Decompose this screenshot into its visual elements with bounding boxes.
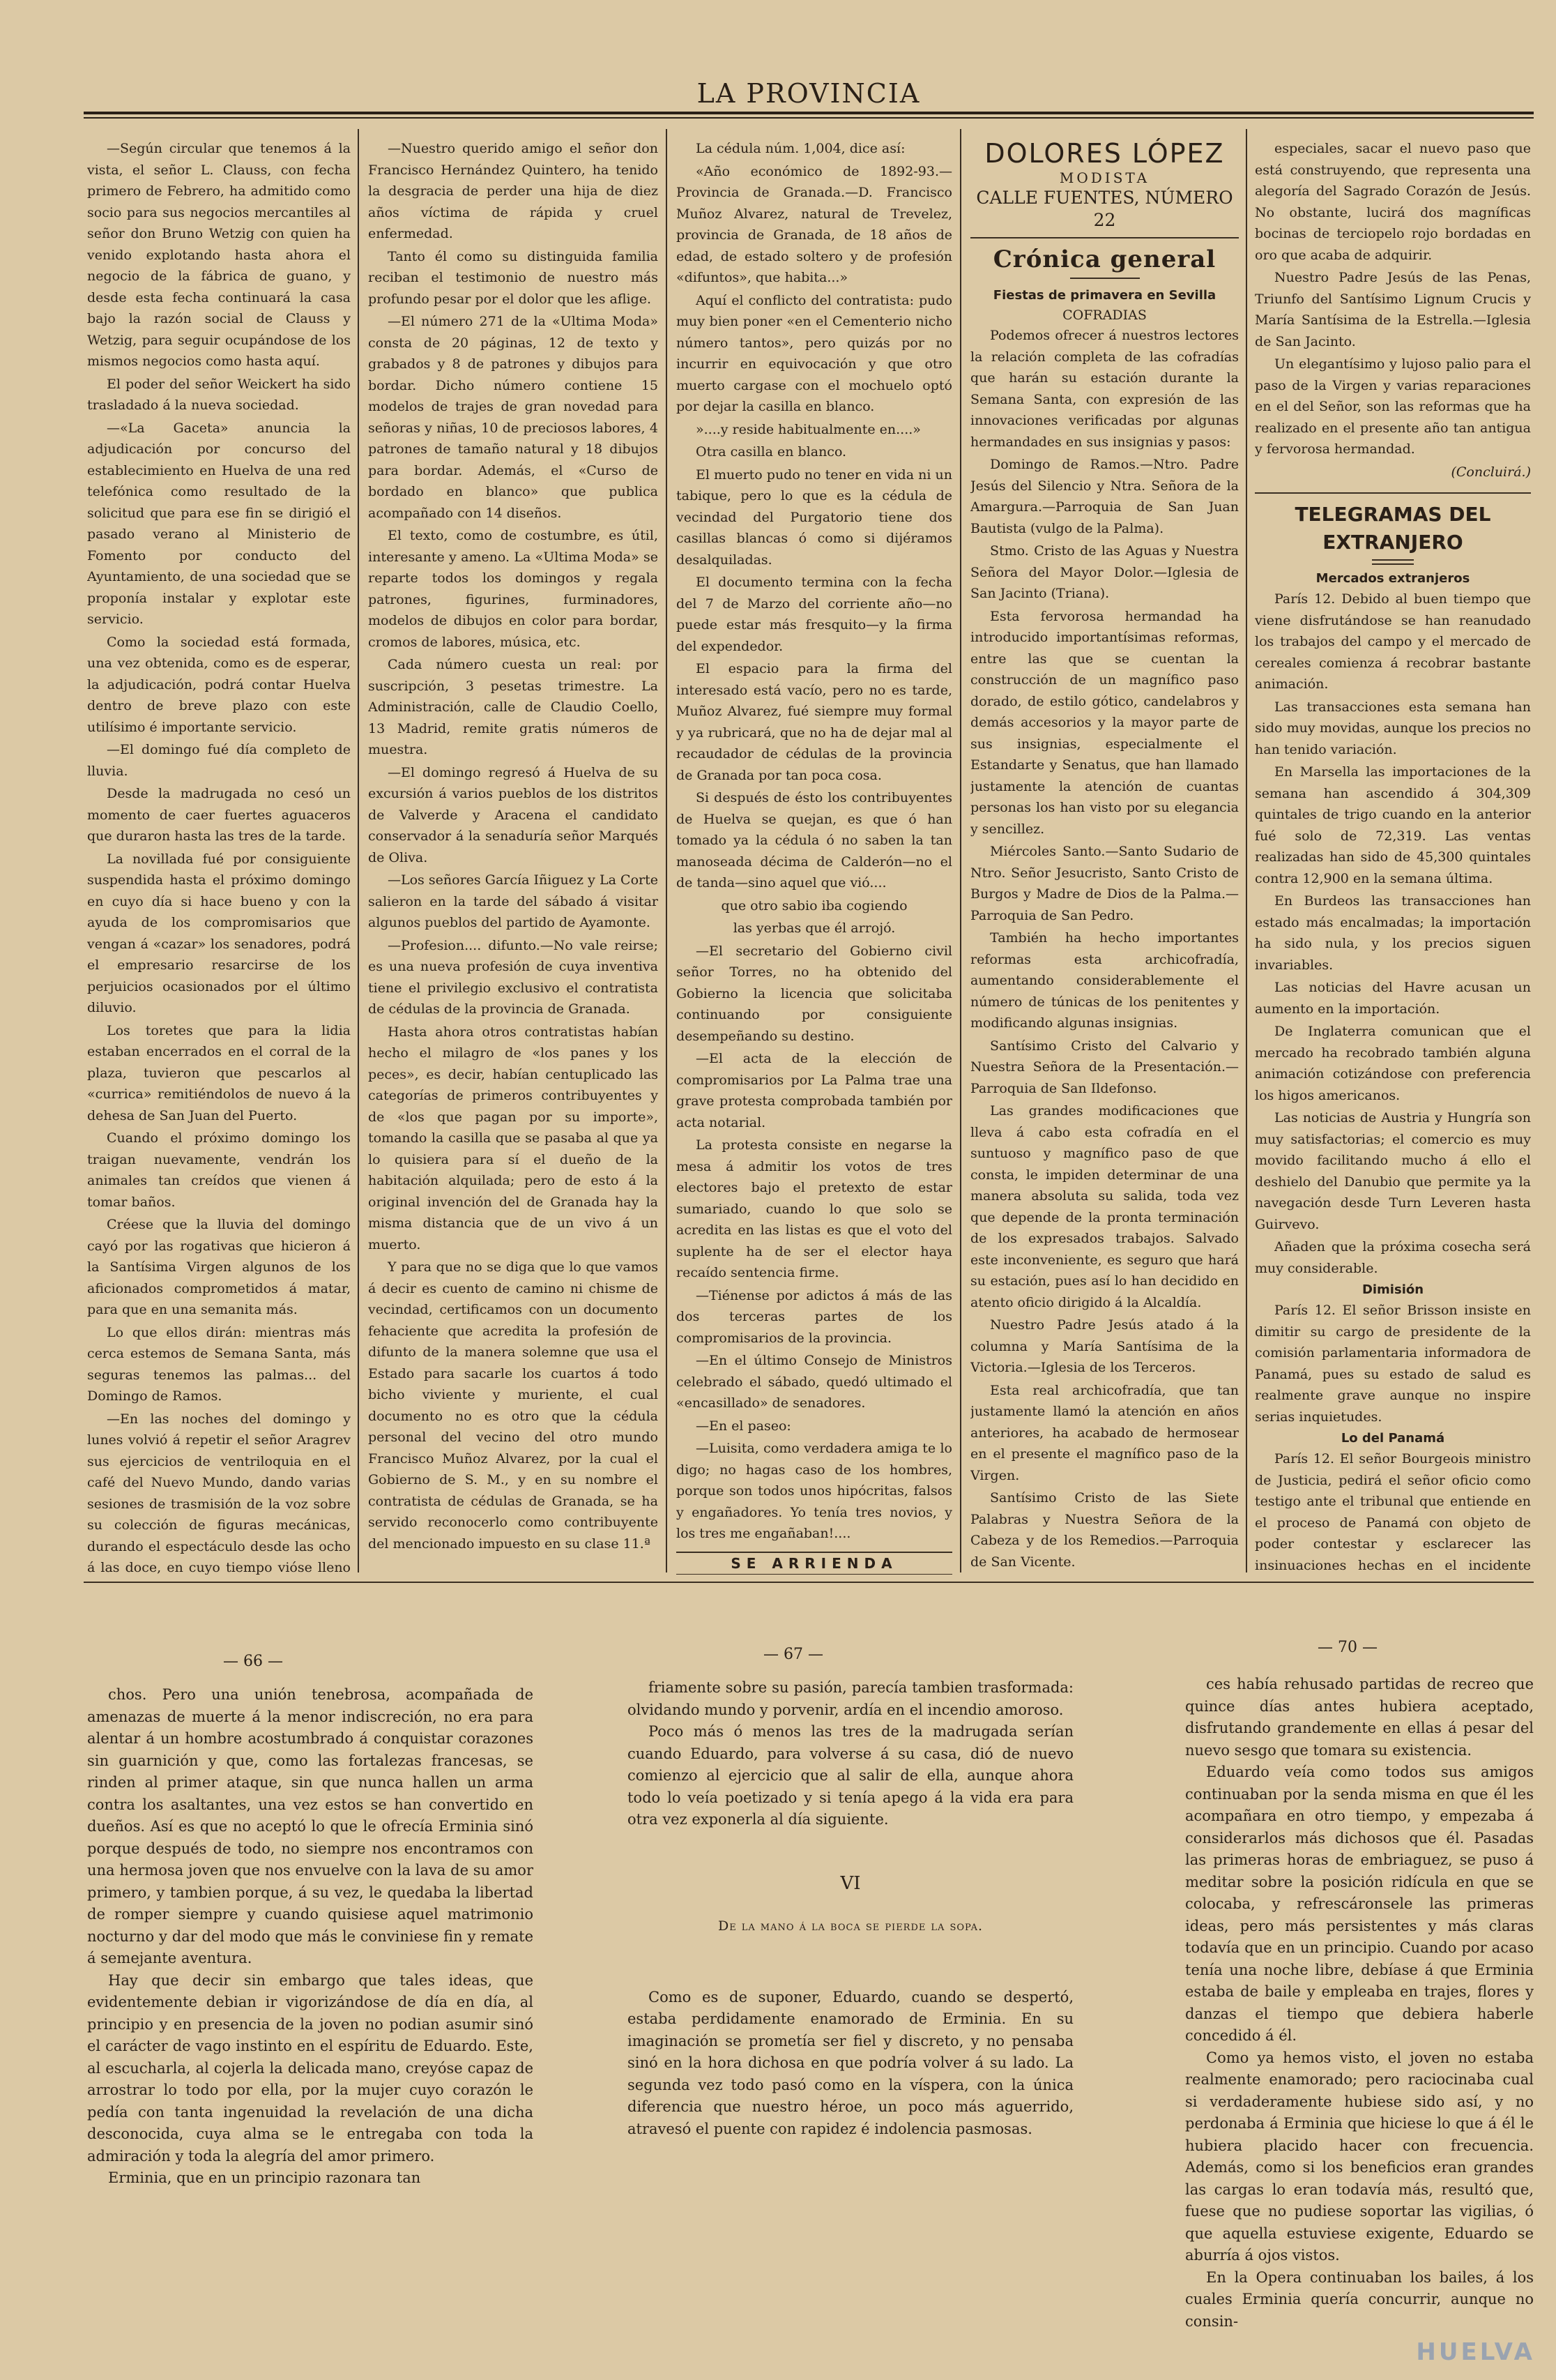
- news-paragraph: »....y reside habitualmente en....»: [696, 421, 921, 437]
- section-rule: [1255, 492, 1531, 494]
- page-number-70: — 70 —: [1318, 1639, 1378, 1656]
- ad-rule: [970, 237, 1239, 238]
- news-paragraph: Si después de ésto los contribuyentes de Huelva se quejan, es que ó han tomado ya la cédula ó no saben la tan manoseada décima de Calderón—no el de tanda—sino aquel que vió....: [676, 790, 952, 890]
- news-paragraph: El poder del señor Weickert ha sido trasladado á la nueva sociedad.: [87, 376, 351, 413]
- news-paragraph: El espacio para la firma del interesado está vacío, pero no es tarde, Muñoz Alvarez, fué siempre muy formal y ya rubricará, que no ha de dejar mal al recaudador de cédulas de la provincia de Granada por tan poca cosa.: [676, 661, 952, 783]
- cronica-paragraph: Podemos ofrecer á nuestros lectores la relación completa de las cofradías que harán su estación durante la Semana Santa, con expresión de las innovaciones verificadas por algunas hermandades en sus insignias y pasos:: [970, 328, 1239, 450]
- news-paragraph: Otra casilla en blanco.: [696, 444, 847, 460]
- column-divider: [666, 129, 667, 1572]
- telegram-paragraph: En Burdeos las transacciones han estado más encalmadas; la importación ha sido nula, y los precios siguen invariables.: [1255, 893, 1531, 973]
- dimision-text: París 12. El señor Brisson insiste en dimitir su cargo de presidente de la comisión parlamentaria informadora de Panamá, pues su estado de salud es realmente grave aunque no inspire serias inquietudes.: [1255, 1303, 1531, 1425]
- cronica-paragraph: Miércoles Santo.—Santo Sudario de Ntro. Señor Jesucristo, Santo Cristo de Burgos y Madre de Dios de la Palma.—Parroquia de San Pedro.: [970, 844, 1239, 923]
- news-paragraph: Y para que no se diga que lo que vamos á decir es cuento de camino ni chisme de vecindad, certificamos con un documento fehaciente que acredita la profesión de difunto de la manera solemne que usa el Estado para sacarle los cuartos á todo bicho viviente y muriente, el cual documento no es otro que la cédula personal del vecino del otro mundo Francisco Muñoz Alvarez, por la cual el Gobierno de S. M., y en su nombre el contratista de cédulas de Granada, se ha servido reconocerlo como contribuyente del mencionado impuesto en su clase 11.ª: [368, 1259, 658, 1552]
- news-paragraph: Aquí el conflicto del contratista: pudo muy bien poner «en el Cementerio nicho número tantos», pero quizás por no incurrir en equivocación y que otro muerto cargase con el mochuelo optó por dejar la casilla en blanco.: [676, 292, 952, 414]
- news-paragraph: El muerto pudo no tener en vida ni un tabique, pero lo que es la cédula de vecindad del Purgatorio tiene dos casillas blancas ó como si dijéramos desalquiladas.: [676, 467, 952, 568]
- cronica-section: COFRADIAS: [1062, 308, 1147, 323]
- se-arrienda-heading: SE ARRIENDA: [676, 1552, 952, 1575]
- cronica-paragraph: Stmo. Cristo de las Aguas y Nuestra Señora del Mayor Dolor.—Iglesia de San Jacinto (Triana).: [970, 543, 1239, 601]
- news-paragraph: Cada número cuesta un real: por suscripción, 3 pesetas trimestre. La Administración, calle de Claudio Coello, 13 Madrid, remite gratis números de muestra.: [368, 657, 658, 757]
- column-3: [676, 138, 952, 1575]
- novel-paragraph: friamente sobre su pasión, parecía tambien trasformada: olvidando mundo y porvenir, ardía en el incendio amoroso.: [627, 1679, 1074, 1718]
- news-paragraph: —Los señores García Iñiguez y La Corte salieron en la tarde del sábado á visitar algunos pueblos del partido de Ayamonte.: [368, 872, 658, 930]
- ad-address: CALLE FUENTES, NÚMERO 22: [976, 188, 1233, 230]
- novel-paragraph: En la Opera continuaban los bailes, á los cuales Erminia quería concurrir, aunque no consin-: [1185, 2268, 1534, 2330]
- cronica-paragraph: Un elegantísimo y lujoso palio para el paso de la Virgen y varias reparaciones en el del Señor, son las reformas que ha realizado en el presente año tan antigua y fervorosa hermandad.: [1255, 356, 1531, 457]
- section-divider: [84, 1582, 1534, 1583]
- news-paragraph: —En las noches del domingo y lunes volvió á repetir el señor Aragrev sus ejercicios de ventriloquia en el café del Nuevo Mundo, dando varias sesiones de trasmisión de la voz sobre su colección de figuras mecánicas, durando el espectáculo desde las ocho á las doce, en cuyo tiempo vióse lleno: [87, 1411, 351, 1575]
- cronica-paragraph: Esta fervorosa hermandad ha introducido importantísimas reformas, entre las que se cuentan la construcción de un magnífico paso dorado, de estilo gótico, candelabros y demás accesorios y la mayor parte de sus insignias, especialmente el Estandarte y Senatus, que han llamado justamente la atención de cuantas personas los han visto por su elegancia y sencillez.: [970, 608, 1239, 837]
- ad-profession: MODISTA: [1059, 169, 1150, 186]
- news-paragraph: La protesta consiste en negarse la mesa á admitir los votos de tres electores bajo el pretexto de estar sumariado, cuando lo que solo se acredita en las listas es que el voto del suplente ha de ser el elector haya recaído sentencia firme.: [676, 1137, 952, 1280]
- cronica-paragraph: Las grandes modificaciones que lleva á cabo esta cofradía en el suntuoso y magnífico paso de que consta, le impiden determinar de una manera absoluta su salida, toda vez que depende de la pronta terminación de los expresados trabajos. Salvado este inconveniente, es seguro que hará su estación, pues así lo han decidido en atento oficio dirigido á la Alcaldía.: [970, 1103, 1239, 1310]
- telegramas-subtitle: Mercados extranjeros: [1315, 571, 1470, 586]
- news-paragraph: Cuando el próximo domingo los traigan nuevamente, vendrán los animales tan creídos que vienen á tomar baños.: [87, 1130, 351, 1210]
- cronica-title: Crónica general: [993, 245, 1216, 273]
- dimision-title: Dimisión: [1362, 1282, 1424, 1297]
- news-paragraph: El documento termina con la fecha del 7 de Marzo del corriente año—no puede estar más fresquito—y la firma del expendedor.: [676, 575, 952, 654]
- chapter-title: De la mano á la boca se pierde la sopa.: [717, 1918, 984, 1934]
- telegram-paragraph: Las noticias de Austria y Hungría son muy satisfactorias; el comercio es muy movido facilitando mucho á ello el deshielo del Danubio que permite ya la navegación desde Turn Leveren hasta Guirvevo.: [1255, 1110, 1531, 1232]
- news-paragraph: Como la sociedad está formada, una vez obtenida, como es de esperar, la adjudicación, podrá contar Huelva dentro de breve plazo con este utilísimo é importante servicio.: [87, 634, 351, 735]
- cronica-paragraph: Santísimo Cristo del Calvario y Nuestra Señora de la Presentación.—Parroquia de San Ildefonso.: [970, 1038, 1239, 1096]
- news-paragraph: «Año económico de 1892-93.—Provincia de Granada.—D. Francisco Muñoz Alvarez, natural de Trevelez, provincia de Granada, de 18 años de edad, de estado soltero y de profesión «difuntos», que habita...»: [676, 163, 952, 285]
- folletin-middle-column: [627, 1677, 1074, 2340]
- page-number-66: — 66 —: [223, 1653, 283, 1670]
- news-paragraph: La novillada fué por consiguiente suspendida hasta el próximo domingo en cuyo día si hace bueno y con la ayuda de los compromisarios que vengan á «cazar» los senadores, podrá el empresario resarcirse de los perjuicios ocasionados por el último diluvio.: [87, 851, 351, 1015]
- news-paragraph: las yerbas que él arrojó.: [733, 920, 896, 936]
- masthead-rule-thin: [84, 117, 1534, 119]
- column-divider: [1246, 129, 1247, 1572]
- news-paragraph: La cédula núm. 1,004, dice así:: [696, 141, 906, 156]
- news-paragraph: —Tiénense por adictos á más de las dos terceras partes de los compromisarios de la provincia.: [676, 1287, 952, 1346]
- news-paragraph: Los toretes que para la lidia estaban encerrados en el corral de la plaza, tuvieron que pescarlos al «currica» remitiéndolos de nuevo á la dehesa de San Juan del Puerto.: [87, 1022, 351, 1123]
- telegram-paragraph: En Marsella las importaciones de la semana han ascendido á 304,309 quintales de trigo cuando en la anterior fué solo de 72,319. Las ventas realizadas han sido de 45,300 quintales contra 12,900 en la semana última.: [1255, 764, 1531, 886]
- telegram-paragraph: Las noticias del Havre acusan un aumento en la importación.: [1255, 980, 1531, 1017]
- cronica-paragraph: También ha hecho importantes reformas esta archicofradía, aumentando considerablemente el número de túnicas de los penitentes y modificando algunas insignias.: [970, 930, 1239, 1031]
- cronica-subtitle: Fiestas de primavera en Sevilla: [993, 288, 1216, 303]
- cronica-paragraph: especiales, sacar el nuevo paso que está construyendo, que representa una alegoría del Sagrado Corazón de Jesús. No obstante, lucirá dos magníficas bocinas de terciopelo rojo bordadas en oro que acaba de adquirir.: [1255, 141, 1531, 263]
- news-paragraph: Lo que ellos dirán: mientras más cerca estemos de Semana Santa, más seguras tenemos las palmas... del Domingo de Ramos.: [87, 1324, 351, 1404]
- telegram-paragraph: París 12. Debido al buen tiempo que viene disfrutándose se han reanudado los trabajos del campo y el mercado de cereales comienza á recobrar bastante animación.: [1255, 591, 1531, 692]
- cronica-paragraph: Esta real archicofradía, que tan justamente llamó la atención en años anteriores, ha acabado de hermosear en el presente el magnífico paso de la Virgen.: [970, 1382, 1239, 1483]
- news-paragraph: —Nuestro querido amigo el señor don Francisco Hernández Quintero, ha tenido la desgracia de perder una hija de diez años víctima de rápida y cruel enfermedad.: [368, 141, 658, 241]
- cronica-paragraph: Nuestro Padre Jesús atado á la columna y María Santísima de la Victoria.—Iglesia de los Terceros.: [970, 1317, 1239, 1375]
- telegram-paragraph: De Inglaterra comunican que el mercado ha recobrado también alguna animación cotizándose con preferencia los higos americanos.: [1255, 1024, 1531, 1103]
- column-5: [1255, 138, 1531, 1575]
- news-paragraph: —En el paseo:: [696, 1418, 791, 1434]
- cronica-paragraph: Santísimo Cristo de las Siete Palabras y Nuestra Señora de la Cabeza y de los Remedios.—Parroquia de San Vicente.: [970, 1490, 1239, 1570]
- cronica-paragraph: Domingo de Ramos.—Ntro. Padre Jesús del Silencio y Ntra. Señora de la Amargura.—Parroquia de San Juan Bautista (vulgo de la Palma).: [970, 457, 1239, 536]
- novel-paragraph: ces había rehusado partidas de recreo que quince días antes hubiera aceptado, disfrutando grandemente en ellas á pesar del nuevo sesgo que tomara su existencia.: [1185, 1676, 1534, 1759]
- news-paragraph: —Luisita, como verdadera amiga te lo digo; no hagas caso de los hombres, porque son todos unos hipócritas, falsos y engañadores. Yo tenía tres novios, y los tres me engañaban!....: [676, 1441, 952, 1541]
- archive-watermark-logo: HUELVA: [1416, 2338, 1535, 2366]
- news-paragraph: Tanto él como su distinguida familia reciban el testimonio de nuestro más profundo pesar por el dolor que les aflige.: [368, 248, 658, 307]
- novel-paragraph: Poco más ó menos las tres de la madrugada serían cuando Eduardo, para volverse á su casa, dió de nuevo comienzo al ejercicio que al salir de ella, aunque ahora todo lo veía poetizado y si tenía apego á la vida era para otra vez exponerla al día siguiente.: [627, 1723, 1074, 1828]
- concluira-note: (Concluirá.): [1451, 464, 1531, 480]
- cronica-paragraph: Nuestro Padre Jesús de las Penas, Triunfo del Santísimo Lignum Crucis y María Santísima de la Estrella.—Iglesia de San Jacinto.: [1255, 270, 1531, 349]
- news-paragraph: —El número 271 de la «Ultima Moda» consta de 20 páginas, 12 de texto y grabados y 8 de patrones y dibujos para bordar. Dicho número contiene 15 modelos de trajes de gran novedad para señoras y niñas, 10 de preciosos labores, 4 patrones de tamaño natural y 18 dibujos para bordar. Además, el «Curso de bordado en blanco» que publica acompañado con 14 diseños.: [368, 314, 658, 521]
- cronica-paragraph: [970, 1574, 1239, 1575]
- news-paragraph: El texto, como de costumbre, es útil, interesante y ameno. La «Ultima Moda» se reparte todos los domingos y regala patrones, figurines, furminadores, modelos de dibujos en color para bordar, cromos de labores, música, etc.: [368, 528, 658, 650]
- column-1: [87, 138, 351, 1575]
- news-paragraph: Hasta ahora otros contratistas habían hecho el milagro de «los panes y los peces», es decir, habían centuplicado las categorías de primeros contribuyentes y de «los que pagan por su importe», tomando la casilla que se pasaba al que ya lo quisiera para sí el dueño de la habitación alquilada; pero de esto á la original invención del de Granada hay la misma distancia que de un vivo á un muerto.: [368, 1024, 658, 1252]
- ad-name: DOLORES LÓPEZ: [984, 138, 1225, 169]
- panama-title: Lo del Panamá: [1341, 1431, 1445, 1446]
- novel-paragraph: Como es de suponer, Eduardo, cuando se despertó, estaba perdidamente enamorado de Erminia. En su imaginación se prometía ser fiel y discreto, y no pensaba sinó en la hora dichosa en que podría volver á su lado. La segunda vez todo pasó como en la víspera, con la única diferencia que nuestro héroe, un poco más aguerrido, atravesó el puente con rapidez é indolencia pasmosas.: [627, 1988, 1074, 2137]
- title-rule: [1070, 278, 1140, 279]
- novel-paragraph: Hay que decir sin embargo que tales ideas, que evidentemente debian ir vigorizándose de día en día, al principio y en presencia de la joven no podian asumir sinó el carácter de vago instinto en el espíritu de Eduardo. Este, al escucharla, al cojerla la delicada mano, creyóse capaz de arrostrar lo todo por ella, por la mujer cuyo corazón le pedía con tanta ingenuidad la revelación de una dicha desconocida, cuya alma se le entregaba con toda la admiración y toda la alegría del amor primero.: [87, 1971, 533, 2165]
- column-divider: [358, 129, 359, 1572]
- news-paragraph: que otro sabio iba cogiendo: [721, 897, 908, 914]
- page-number-67: — 67 —: [763, 1646, 823, 1663]
- news-paragraph: —Profesion.... difunto.—No vale reirse; es una nueva profesión de cuya inventiva tiene el privilegio exclusivo el contratista de cédulas de la provincia de Granada.: [368, 937, 658, 1017]
- panama-text: París 12. El señor Bourgeois ministro de Justicia, pedirá el señor oficio como testigo ante el tribunal que entiende en el proceso de Panamá con objeto de poder contestar y esclarecer las insinuaciones hechas en el incidente: [1255, 1451, 1531, 1573]
- news-paragraph: —El domingo fué día completo de lluvia.: [87, 742, 351, 779]
- news-paragraph: —El domingo regresó á Huelva de su excursión á varios pueblos de los distritos de Valverde y Aracena el candidato conservador á la senaduría señor Marqués de Oliva.: [368, 764, 658, 865]
- novel-paragraph: Erminia, que en un principio razonara tan: [108, 2169, 421, 2186]
- masthead: LA PROVINCIA: [696, 78, 921, 109]
- column-2: [368, 138, 658, 1575]
- news-paragraph: —El acta de la elección de compromisarios por La Palma trae una grave protesta comprobada también por acta notarial.: [676, 1051, 952, 1130]
- novel-paragraph: chos. Pero una unión tenebrosa, acompañada de amenazas de muerte á la menor indiscreción, no era para alentar á un hombre acostumbrado á conquistar corazones sin guarnición y que, como las fortalezas francesas, se rinden al primer ataque, sin que nunca hallen un arma contra los asaltantes, una vez estos se han convertido en dueños. Así es que no aceptó lo que le ofrecía Erminia sinó porque después de todo, no siempre nos encontramos con una hermosa joven que nos envuelve con la lava de su amor primero, y tambien porque, á su vez, le quedaba la libertad de romper siempre y cuando quisiese aquel matrimonio nocturno y dar del modo que más le conviniese fin y remate á semejante aventura.: [87, 1686, 533, 1966]
- novel-paragraph: Eduardo veía como todos sus amigos continuaban por la senda misma en que él les acompañara en otro tiempo, y empezaba á considerarlos más dichosos que él. Pasadas las primeras horas de embriaguez, se puso á meditar sobre la posición ridícula en que se colocaba, y refrescáronsele las primeras ideas, pero más persistentes y más claras todavía que en un principio. Cuando por acaso tenía una noche libre, debíase á que Erminia estaba de baile y empleaba en trajes, flores y danzas el tiempo que debiera haberle concedido á él.: [1185, 1764, 1534, 2044]
- folletin-right-column: [1185, 1674, 1534, 2336]
- title-rule: [1372, 559, 1414, 565]
- telegram-paragraph: Añaden que la próxima cosecha será muy considerable.: [1255, 1239, 1531, 1276]
- telegramas-title: TELEGRAMAS DEL EXTRANJERO: [1295, 503, 1491, 554]
- column-divider: [960, 129, 961, 1572]
- column-4: [970, 138, 1239, 1575]
- masthead-rule: [84, 112, 1534, 114]
- folletin-left-column: [87, 1684, 533, 2340]
- news-paragraph: —«La Gaceta» anuncia la adjudicación por concurso del establecimiento en Huelva de una red telefónica como resultado de la solicitud que para ese fin se dirigió el pasado verano al Ministerio de Fomento por conducto del Ayuntamiento, de una sociedad que se proponía instalar y explotar este servicio.: [87, 420, 351, 627]
- news-paragraph: —En el último Consejo de Ministros celebrado el sábado, quedó ultimado el «encasillado» de senadores.: [676, 1353, 952, 1411]
- telegram-paragraph: Las transacciones esta semana han sido muy movidas, aunque los precios no han tenido variación.: [1255, 699, 1531, 757]
- novel-paragraph: Como ya hemos visto, el joven no estaba realmente enamorado; pero raciocinaba cual si verdaderamente hubiese sido así, y no perdonaba á Erminia que hiciese lo que á él le hubiera placido hacer con frecuencia. Además, como si los beneficios eran grandes las cargas lo eran todavía más, resultó que, fuese que no pudiese soportar las vigilias, ó que aquella estuviese exigente, Eduardo se aburría á ojos vistos.: [1185, 2049, 1534, 2264]
- news-paragraph: —El secretario del Gobierno civil señor Torres, no ha obtenido del Gobierno la licencia que solicitaba continuando por consiguiente desempeñando su destino.: [676, 943, 952, 1044]
- news-paragraph: —Según circular que tenemos á la vista, el señor L. Clauss, con fecha primero de Febrero, ha admitido como socio para sus negocios mercantiles al señor don Bruno Wetzig con quien ha venido explotando hasta ahora el negocio de la fábrica de guano, y desde esta fecha continuará la casa bajo la razón social de Clauss y Wetzig, para seguir ocupándose de los mismos negocios como hasta aquí.: [87, 141, 351, 369]
- chapter-number: VI: [840, 1872, 861, 1894]
- modista-advertisement: [970, 138, 1239, 232]
- news-paragraph: Créese que la lluvia del domingo cayó por las rogativas que hicieron á la Santísima Virgen algunos de los aficionados comprometidos á matar, para que en una semanita más.: [87, 1217, 351, 1317]
- news-paragraph: Desde la madrugada no cesó un momento de caer fuertes aguaceros que duraron hasta las tres de la tarde.: [87, 786, 351, 844]
